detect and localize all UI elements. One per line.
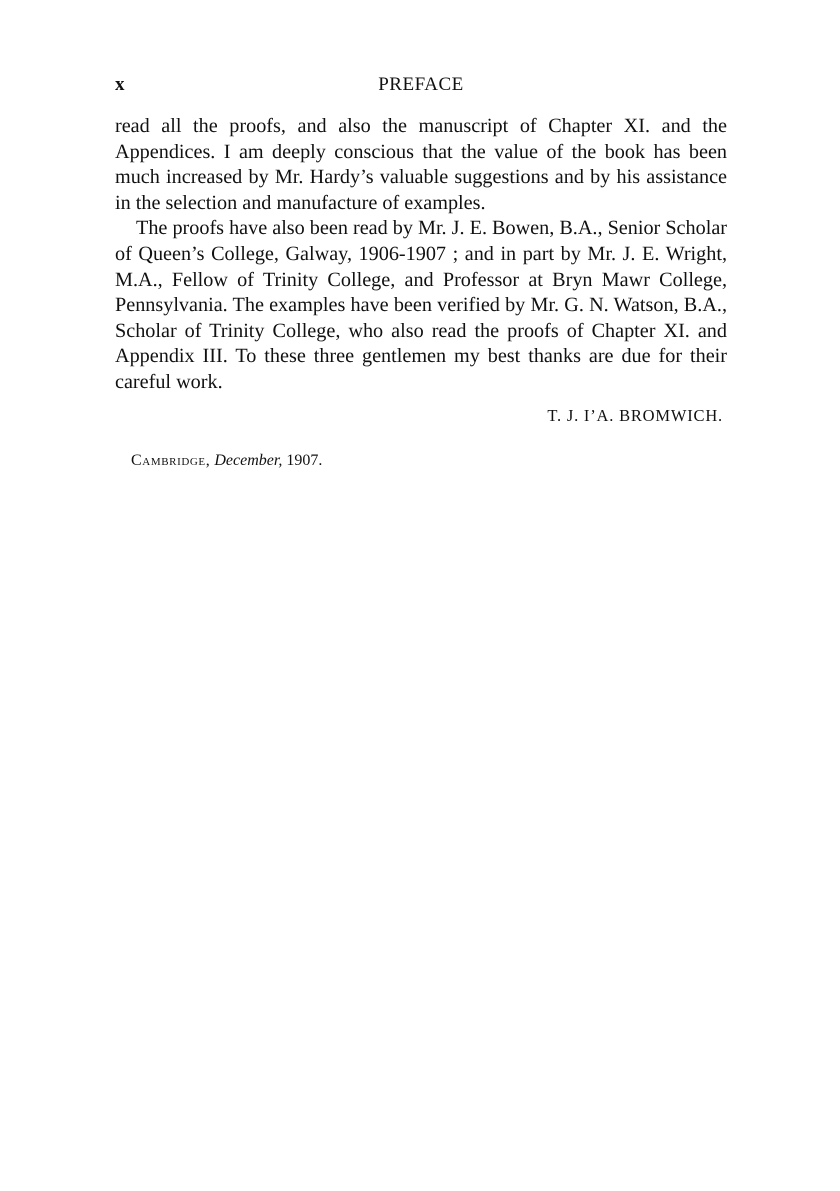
- dateline-month: December,: [214, 451, 283, 469]
- dateline-year: 1907.: [286, 451, 323, 469]
- page-number: x: [115, 74, 125, 95]
- dateline: [131, 452, 727, 470]
- paragraph-acknowledgements: The proofs have also been read by Mr. J. E. Bowen, B.A., Senior Scholar of Queen’s College, Galway, 1906-1907 ; and in part by Mr. J. E. Wright, M.A., Fellow of Trinity College, and Professor at Bryn Mawr College, Pennsylvania. The examples have been verified by Mr. G. N. Watson, B.A., Scholar of Trinity College, who also read the proofs of Chapter XI. and Appendix III. To these three gentlemen my best thanks are due for their careful work.: [115, 217, 727, 393]
- book-page: [115, 74, 727, 470]
- running-title: PREFACE: [378, 74, 464, 95]
- paragraph-continuation: read all the proofs, and also the manuscript of Chapter XI. and the Appendices. I am deeply conscious that the value of the book has been much increased by Mr. Hardy’s valuable suggestions and by his assistance in the selection and manufacture of examples.: [115, 115, 727, 214]
- running-head: [115, 74, 727, 102]
- author-signature: T. J. I’A. BROMWICH.: [547, 405, 723, 425]
- dateline-place: Cambridge,: [131, 451, 211, 469]
- preface-body: [115, 114, 727, 396]
